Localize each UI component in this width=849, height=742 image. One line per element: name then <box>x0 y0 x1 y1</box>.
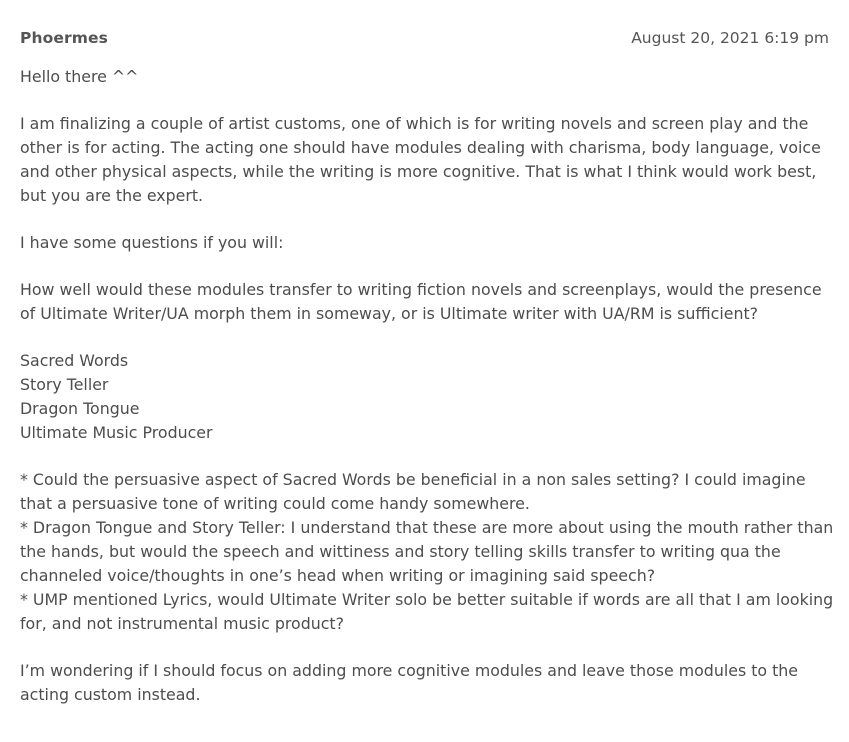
closing-paragraph: I’m wondering if I should focus on adding more cognitive modules and leave those modules to the acting custom instead. <box>20 661 798 704</box>
question-item: * Could the persuasive aspect of Sacred Words be beneficial in a non sales setting? I could imagine that a persuasive tone of writing could come handy somewhere. <box>20 470 806 513</box>
question-list <box>20 468 835 636</box>
module-item: Dragon Tongue <box>20 399 140 418</box>
post-body <box>20 65 835 730</box>
post-timestamp: August 20, 2021 6:19 pm <box>631 29 829 47</box>
paragraph-transfer-question: How well would these modules transfer to writing fiction novels and screenplays, would the presence of Ultimate Writer/UA morph them in someway, or is Ultimate writer with UA/RM is sufficient? <box>20 280 822 323</box>
module-item: Ultimate Music Producer <box>20 423 213 442</box>
module-item: Sacred Words <box>20 351 129 370</box>
module-list <box>20 349 835 445</box>
greeting-text: Hello there ^^ <box>20 67 139 86</box>
author-name[interactable]: Phoermes <box>20 29 108 47</box>
question-item: * Dragon Tongue and Story Teller: I understand that these are more about using the mouth rather than the hands, but would the speech and wittiness and story telling skills transfer to writing qua the channeled voice/thoughts in one’s head when writing or imagining said speech? <box>20 518 834 585</box>
paragraph-intro: I am finalizing a couple of artist customs, one of which is for writing novels and screen play and the other is for acting. The acting one should have modules dealing with charisma, body language, voice and other physical aspects, while the writing is more cognitive. That is what I think would work best, but you are the expert. <box>20 114 821 205</box>
module-item: Story Teller <box>20 375 109 394</box>
post-header <box>20 26 829 50</box>
paragraph-questions-lead: I have some questions if you will: <box>20 233 284 252</box>
question-item: * UMP mentioned Lyrics, would Ultimate Writer solo be better suitable if words are all that I am looking for, and not instrumental music product? <box>20 590 834 633</box>
